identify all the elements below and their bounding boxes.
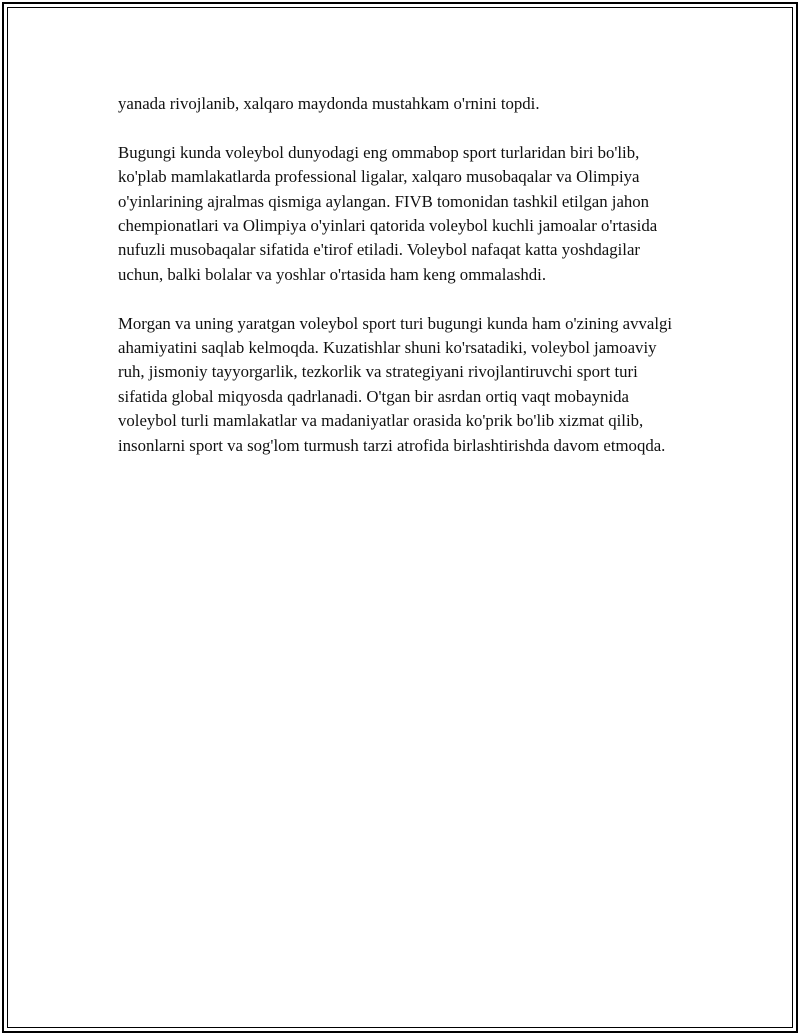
paragraph-2: Bugungi kunda voleybol dunyodagi eng ommabop sport turlaridan biri bo'lib, ko'plab mamlakatlarda professional ligalar, xalqaro musobaqalar va Olimpiya o'yinlarining ajralmas qismiga aylangan. FIVB tomonidan tashkil etilgan jahon chempionatlari va Olimpiya o'yinlari qatorida voleybol kuchli jamoalar o'rtasida nufuzli musobaqalar sifatida e'tirof etiladi. Voleybol nafaqat katta yoshdagilar uchun, balki bolalar va yoshlar o'rtasida ham keng ommalashdi. [118, 142, 658, 284]
document-body [118, 92, 683, 482]
paragraph-1: yanada rivojlanib, xalqaro maydonda mustahkam o'rnini topdi. [118, 94, 540, 113]
paragraph-3: Morgan va uning yaratgan voleybol sport turi bugungi kunda ham o'zining avvalgi ahamiyatini saqlab kelmoqda. Kuzatishlar shuni ko'rsatadiki, voleybol jamoaviy ruh, jismoniy tayyorgarlik, tezkorlik va strategiyani rivojlantiruvchi sport turi sifatida global miqyosda qadrlanadi. O'tgan bir asrdan ortiq vaqt mobaynida voleybol turli mamlakatlar va madaniyatlar orasida ko'prik bo'lib xizmat qilib, insonlarni sport va sog'lom turmush tarzi atrofida birlashtirishda davom etmoqda. [118, 313, 673, 455]
